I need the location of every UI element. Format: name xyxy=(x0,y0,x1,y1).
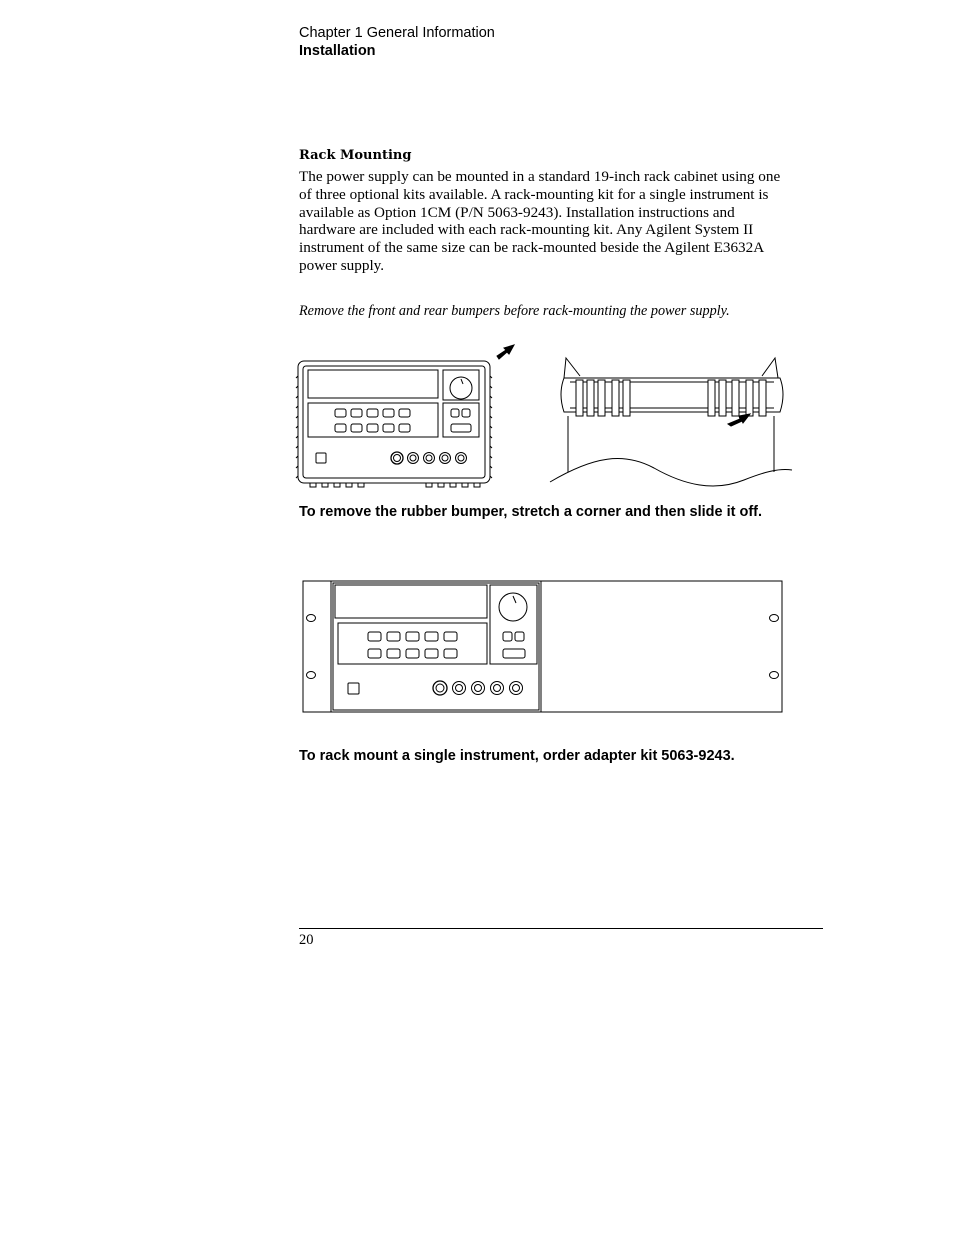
paragraph-line: The power supply can be mounted in a standard 19-inch rack cabinet using one xyxy=(299,168,781,185)
bumper-removal-figure xyxy=(294,340,798,496)
arrow-icon xyxy=(728,414,750,426)
section-header: Installation xyxy=(299,43,376,59)
arrow-icon xyxy=(497,345,514,359)
bumper-note: Remove the front and rear bumpers before rack-mounting the power supply. xyxy=(299,303,730,319)
rack-mount-figure xyxy=(300,578,786,716)
paragraph-line: of three optional kits available. A rack-mounting kit for a single instrument is xyxy=(299,185,769,203)
paragraph-line: available as Option 1CM (P/N 5063-9243). Installation instructions and xyxy=(299,203,735,221)
paragraph-line: hardware are included with each rack-mounting kit. Any Agilent System II xyxy=(299,221,754,239)
chapter-header: Chapter 1 General Information xyxy=(299,25,495,41)
bumper-removal-caption: To remove the rubber bumper, stretch a corner and then slide it off. xyxy=(299,504,763,520)
body-paragraph xyxy=(299,168,827,275)
bumper-closeup xyxy=(550,358,792,486)
section-title: Rack Mounting xyxy=(299,148,412,163)
paragraph-line: power supply. xyxy=(299,256,385,274)
rack-mount-caption: To rack mount a single instrument, order adapter kit 5063-9243. xyxy=(299,748,735,764)
paragraph-line: instrument of the same size can be rack-mounted beside the Agilent E3632A xyxy=(299,239,765,257)
instrument-front-view xyxy=(296,361,492,487)
footer-divider xyxy=(299,928,823,929)
instrument-in-rack xyxy=(333,583,539,710)
page-number: 20 xyxy=(299,932,314,948)
